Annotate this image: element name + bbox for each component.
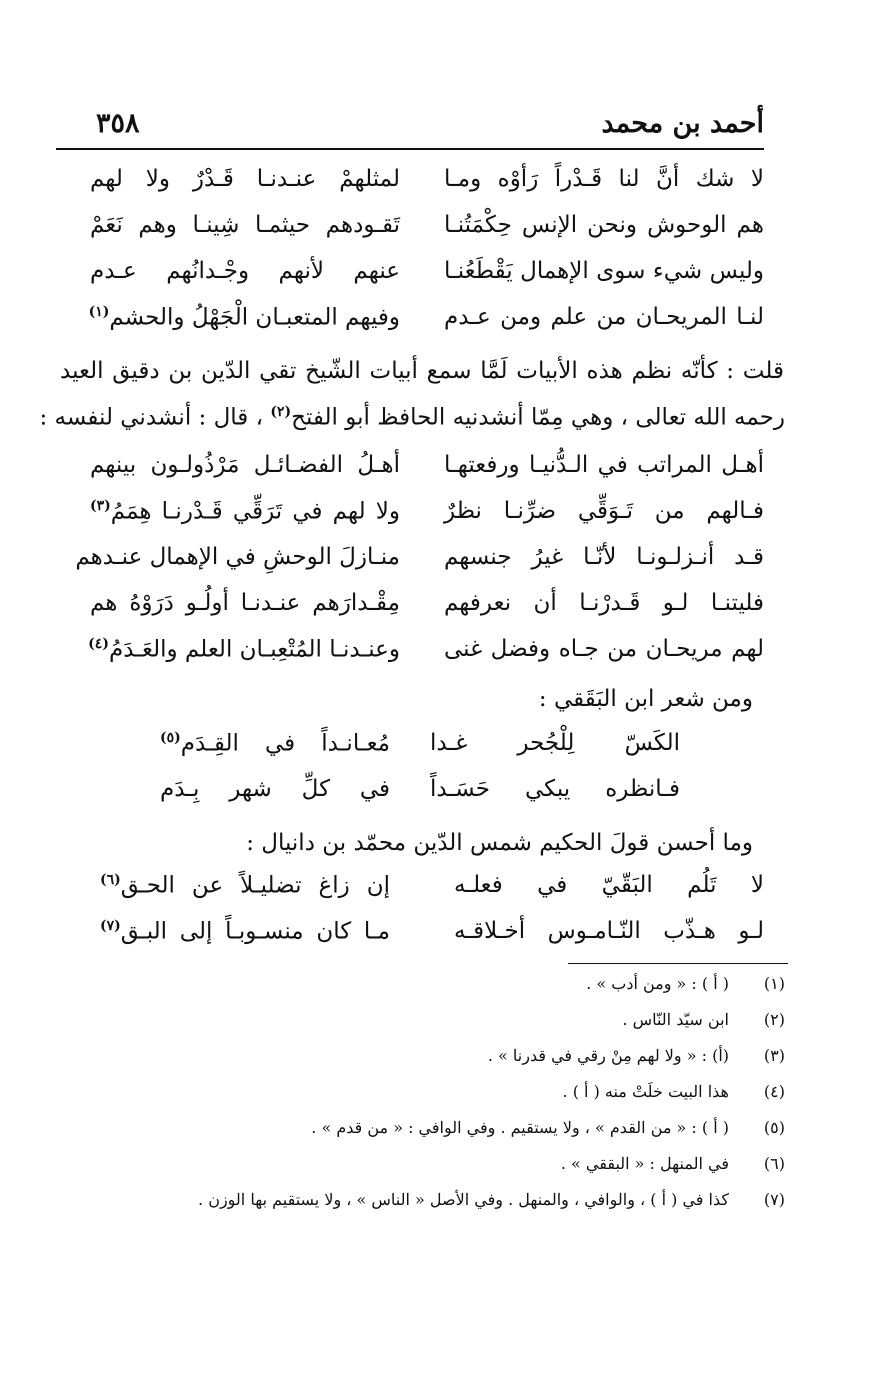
poem-block-4	[100, 872, 764, 964]
footnote-reference: (٣)	[90, 498, 111, 514]
verse-line	[75, 544, 764, 590]
verse-line	[90, 590, 764, 636]
second-hemistich	[75, 544, 400, 570]
prose-text: رحمه الله تعالى ، وهي مِمّا أنشدنيه الحافظ أبو الفتح	[291, 404, 785, 431]
first-hemistich: فليتنـا لـو قَـدرْنـا أن نعرفهم	[444, 590, 764, 616]
first-hemistich: وليس شيء سوى الإهمال يَقْطَعُنـا	[444, 258, 764, 284]
second-hemistich	[100, 918, 390, 945]
page-number: ٣٥٨	[96, 108, 140, 139]
hemistich-text: مِقْـدارَهم عنـدنـا أولُـو دَرَوْهُ هم	[90, 590, 400, 616]
first-hemistich: لـو هـذّب النّـامـوس أخـلاقـه	[454, 918, 764, 944]
hemistich-text: إن زاغ تضليـلاً عن الحـق	[120, 872, 390, 899]
footnote-text: ( أ ) : « من القدم » ، ولا يستقيم . وفي الوافي : « من قدم » .	[311, 1118, 729, 1137]
footnote-number: (٣)	[763, 1046, 785, 1065]
running-title: أحمد بن محمد	[601, 108, 764, 139]
hemistich-text: تَقـودهم حيثمـا شِينـا وهم نَعَمْ	[90, 212, 400, 238]
footnote-number: (٤)	[763, 1082, 785, 1101]
verse-line	[100, 872, 764, 918]
second-hemistich	[160, 776, 390, 802]
footnote-text: هذا البيت خلَتْ منه ( أ ) .	[562, 1082, 729, 1101]
verse-line	[90, 304, 764, 350]
second-hemistich	[90, 258, 400, 284]
hemistich-text: مُعـانـداً في القِـدَم	[180, 730, 390, 757]
poem-block-2	[75, 452, 764, 682]
first-hemistich: قـد أنـزلـونـا لأنّـا غيرُ جنسهم	[444, 544, 764, 570]
footnote-number: (٧)	[763, 1190, 785, 1209]
prose-line: ومن شعر ابن البَقَقي :	[538, 686, 753, 712]
footnotes	[85, 970, 785, 1222]
first-hemistich: الكَسّ لِلْجُحر غـدا	[430, 730, 680, 756]
footnote-reference: (٧)	[100, 918, 121, 934]
footnote	[85, 970, 785, 1006]
footnote-text: ابن سيّد النّاس .	[622, 1010, 729, 1029]
footnote-text: كذا في ( أ ) ، والوافي ، والمنهل . وفي الأصل « الناس » ، ولا يستقيم بها الوزن .	[198, 1190, 729, 1209]
footnote	[85, 1078, 785, 1114]
prose-line: قلت : كأنّه نظم هذه الأبيات لَمَّا سمع أبيات الشّيخ تقي الدّين بن دقيق العيد	[60, 358, 784, 384]
hemistich-text: وعنـدنـا المُتْعِبـان العلم والعَـدَمُ	[108, 636, 400, 663]
first-hemistich: لنـا المريحـان من علم ومن عـدم	[444, 304, 764, 330]
page-header	[56, 108, 764, 144]
second-hemistich	[90, 452, 400, 478]
first-hemistich: فـالهم من تَـوَقِّي ضرِّنـا نظرٌ	[444, 498, 764, 524]
hemistich-text: في كلِّ شهر بِـدَم	[160, 776, 390, 802]
hemistich-text: منـازلَ الوحشِ في الإهمال عنـدهم	[75, 544, 400, 570]
footnote-text: (أ) : « ولا لهم مِنْ رقي في قدرنا » .	[487, 1046, 729, 1065]
poem-block-1	[90, 166, 764, 350]
footnote-text: في المنهل : « البققي » .	[560, 1154, 729, 1173]
hemistich-text: وفيهم المتعبـان الْجَهْلُ والحشم	[109, 304, 400, 331]
verse-line	[90, 212, 764, 258]
footnote-number: (٢)	[763, 1010, 785, 1029]
poem-block-3	[160, 730, 680, 822]
footnote-reference: (٦)	[100, 872, 121, 888]
verse-line	[90, 498, 764, 544]
hemistich-text: مـا كان منسـوبـاً إلى البـق	[120, 918, 390, 945]
prose-line	[39, 404, 785, 431]
footnote-reference: (٥)	[160, 730, 181, 746]
verse-line	[160, 730, 680, 776]
second-hemistich	[90, 590, 400, 616]
prose-text: ، قال : أنشدني لنفسه :	[39, 404, 271, 431]
footnote-reference: (٤)	[88, 636, 109, 652]
footnote	[85, 1186, 785, 1222]
footnote-number: (١)	[763, 974, 785, 993]
hemistich-text: عنهم لأنهم وجْـدانُهم عـدم	[90, 258, 400, 284]
first-hemistich: لا تَلُم البَقّيّ في فعلـه	[454, 872, 764, 898]
footnote	[85, 1114, 785, 1150]
first-hemistich: أهـل المراتب في الـدُّنيـا ورفعتهـا	[444, 452, 764, 478]
second-hemistich	[160, 730, 390, 757]
verse-line	[90, 636, 764, 682]
first-hemistich: لا شك أنَّ لنا قَـدْراً رَأوْه ومـا	[444, 166, 764, 192]
prose-line: وما أحسن قولَ الحكيم شمس الدّين محمّد بن دانيال :	[246, 830, 753, 856]
hemistich-text: ولا لهم في تَرَقِّي قَـدْرنـا هِمَمُ	[110, 498, 400, 525]
footnote	[85, 1006, 785, 1042]
footnote	[85, 1150, 785, 1186]
second-hemistich	[90, 304, 400, 331]
second-hemistich	[90, 166, 400, 192]
footnote-reference: (٢)	[270, 404, 292, 420]
second-hemistich	[90, 498, 400, 525]
header-divider	[56, 148, 764, 150]
verse-line	[90, 452, 764, 498]
second-hemistich	[100, 872, 390, 899]
verse-line	[160, 776, 680, 822]
verse-line	[100, 918, 764, 964]
first-hemistich: لهم مريحـان من جـاه وفضل غنى	[444, 636, 764, 662]
footnote-number: (٦)	[763, 1154, 785, 1173]
second-hemistich	[90, 212, 400, 238]
verse-line	[90, 166, 764, 212]
hemistich-text: أهـلُ الفضـائـل مَرْذُولـون بينهم	[90, 452, 400, 478]
footnote-number: (٥)	[763, 1118, 785, 1137]
first-hemistich: هم الوحوش ونحن الإنس حِكْمَتُنـا	[444, 212, 764, 238]
footnote-text: ( أ ) : « ومن أدب » .	[586, 974, 729, 993]
first-hemistich: فـانظره يبكي حَسَـداً	[430, 776, 680, 802]
second-hemistich	[90, 636, 400, 663]
verse-line	[90, 258, 764, 304]
footnote-reference: (١)	[88, 304, 110, 320]
footnote	[85, 1042, 785, 1078]
hemistich-text: لمثلهمْ عنـدنـا قَـدْرٌ ولا لهم	[90, 166, 400, 192]
footnote-divider	[568, 963, 788, 964]
